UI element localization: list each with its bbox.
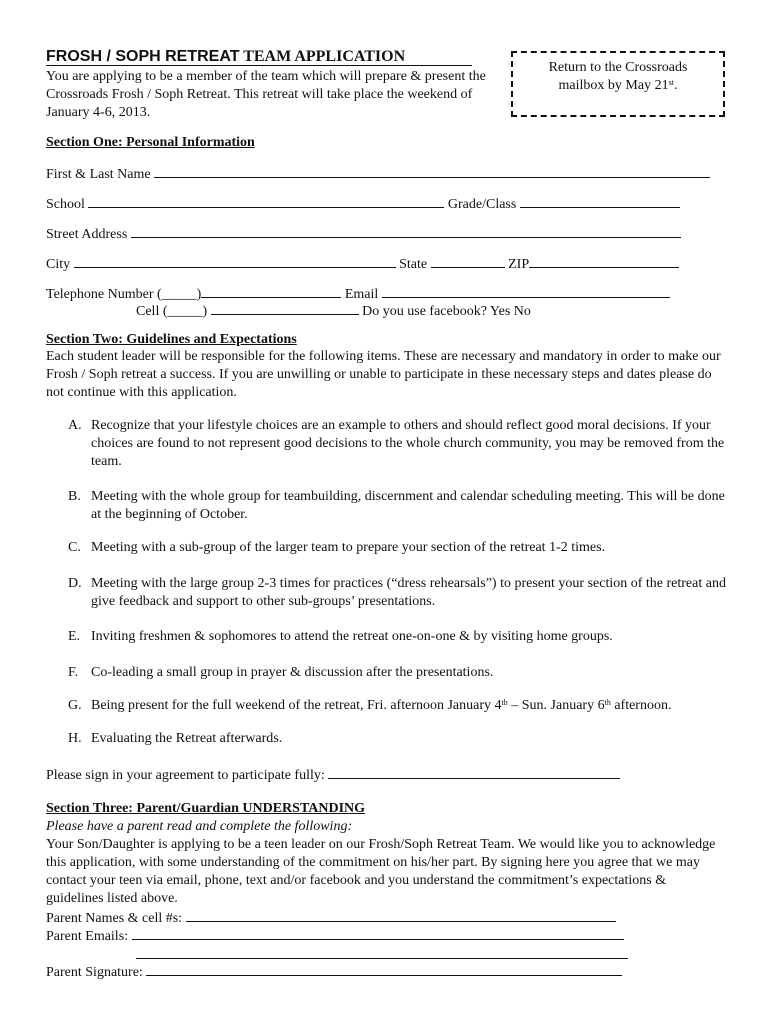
title-part1: FROSH / SOPH RETREAT <box>46 48 240 65</box>
name-input-line[interactable] <box>154 164 710 178</box>
street-row <box>46 224 681 244</box>
item-letter: D. <box>68 576 82 591</box>
return-notice-box <box>511 51 725 117</box>
item-sup: th <box>604 698 611 707</box>
parent-names-row <box>46 908 616 928</box>
parent-signature-row <box>46 962 622 982</box>
section3-body: Your Son/Daughter is applying to be a teen leader on our Frosh/Soph Retreat Team. We would like you to acknowledge this application, with some understanding of the commitment on his/her part. By signing here you agree that we may contact your teen via email, phone, text and/or facebook and you understand the commitment’s expectations & guidelines listed above. <box>46 837 716 906</box>
item-letter: B. <box>68 489 81 504</box>
item-text <box>91 697 727 715</box>
item-text-part: afternoon. <box>610 698 672 713</box>
item-text-part: – Sun. January 6 <box>507 698 605 713</box>
section3-subheading: Please have a parent read and complete the following: <box>46 819 353 834</box>
city-row <box>46 254 679 274</box>
street-label: Street Address <box>46 227 128 242</box>
return-line2-sup: st <box>668 78 674 87</box>
parent-signature-line[interactable] <box>146 962 622 976</box>
parent-emails-line[interactable] <box>132 926 624 940</box>
item-text: Meeting with the large group 2-3 times for practices (“dress rehearsals”) to present your section of the retreat and give feedback and support to other sub-groups’ presentations. <box>91 576 726 609</box>
city-input-line[interactable] <box>74 254 396 268</box>
parent-emails-row <box>46 926 624 946</box>
parent-signature-label: Parent Signature: <box>46 965 143 980</box>
email-label: Email <box>344 287 379 302</box>
facebook-label: Do you use facebook? Yes No <box>362 304 531 319</box>
section3-heading: Section Three: Parent/Guardian UNDERSTANDING <box>46 801 366 816</box>
city-label: City <box>46 257 71 272</box>
item-text-part: Being present for the full weekend of the retreat, Fri. afternoon January 4 <box>91 698 502 713</box>
return-line2-end: . <box>673 78 678 93</box>
phone-label: Telephone Number (_____) <box>46 287 202 302</box>
parent-emails-label: Parent Emails: <box>46 929 129 944</box>
item-text: Evaluating the Retreat afterwards. <box>91 731 283 746</box>
cell-label: Cell (_____) <box>136 304 208 319</box>
title-part2: TEAM APPLICATION <box>239 48 406 65</box>
item-letter: F. <box>68 665 79 680</box>
grade-input-line[interactable] <box>520 194 680 208</box>
school-row <box>46 194 680 214</box>
item-text: Meeting with a sub-group of the larger team to prepare your section of the retreat 1-2 times. <box>91 540 606 555</box>
name-label: First & Last Name <box>46 167 151 182</box>
state-label: State <box>399 257 428 272</box>
school-label: School <box>46 197 85 212</box>
item-letter: H. <box>68 731 82 746</box>
title-underline <box>46 65 472 66</box>
agreement-label: Please sign in your agreement to participate fully: <box>46 768 325 783</box>
grade-label: Grade/Class <box>447 197 517 212</box>
zip-input-line[interactable] <box>529 254 679 268</box>
section2-intro: Each student leader will be responsible for the following items. These are necessary and mandatory in order to make our Frosh / Soph retreat a success. If you are unwilling or unable to participate in these necessary steps and dates please do not continue with this application. <box>46 349 721 400</box>
street-input-line[interactable] <box>131 224 681 238</box>
section1-heading: Section One: Personal Information <box>46 135 255 150</box>
cell-row <box>136 301 531 321</box>
item-letter: E. <box>68 629 81 644</box>
item-letter: A. <box>68 418 82 433</box>
cell-input-line[interactable] <box>211 301 359 315</box>
return-line1: Return to the Crossroads <box>548 60 688 75</box>
state-input-line[interactable] <box>431 254 505 268</box>
parent-emails-line2[interactable] <box>136 945 628 959</box>
phone-input-line[interactable] <box>201 284 341 298</box>
name-row <box>46 164 710 184</box>
school-input-line[interactable] <box>88 194 444 208</box>
item-letter: C. <box>68 540 81 555</box>
zip-label: ZIP <box>508 257 530 272</box>
agreement-signature-line[interactable] <box>328 765 620 779</box>
item-text: Inviting freshmen & sophomores to attend the retreat one-on-one & by visiting home groups. <box>91 629 613 644</box>
item-sup: th <box>501 698 508 707</box>
item-text: Recognize that your lifestyle choices are an example to others and should reflect good moral decisions. If your choices are found to not represent good decisions to the whole church community, you may be removed from the team. <box>91 418 725 469</box>
return-line2 <box>559 78 678 93</box>
item-text: Meeting with the whole group for teambuilding, discernment and calendar scheduling meeting. This will be done at the beginning of October. <box>91 489 725 522</box>
email-input-line[interactable] <box>382 284 670 298</box>
agreement-row <box>46 765 620 785</box>
intro-text: You are applying to be a member of the team which will prepare & present the Crossroads Frosh / Soph Retreat. This retreat will take place the weekend of January 4-6, 2013. <box>46 69 486 120</box>
return-line2-text: mailbox by May 21 <box>558 78 669 93</box>
parent-names-label: Parent Names & cell #s: <box>46 911 183 926</box>
section2-heading: Section Two: Guidelines and Expectations <box>46 332 297 347</box>
item-text: Co-leading a small group in prayer & discussion after the presentations. <box>91 665 494 680</box>
item-letter: G. <box>68 698 82 713</box>
parent-names-line[interactable] <box>186 908 616 922</box>
